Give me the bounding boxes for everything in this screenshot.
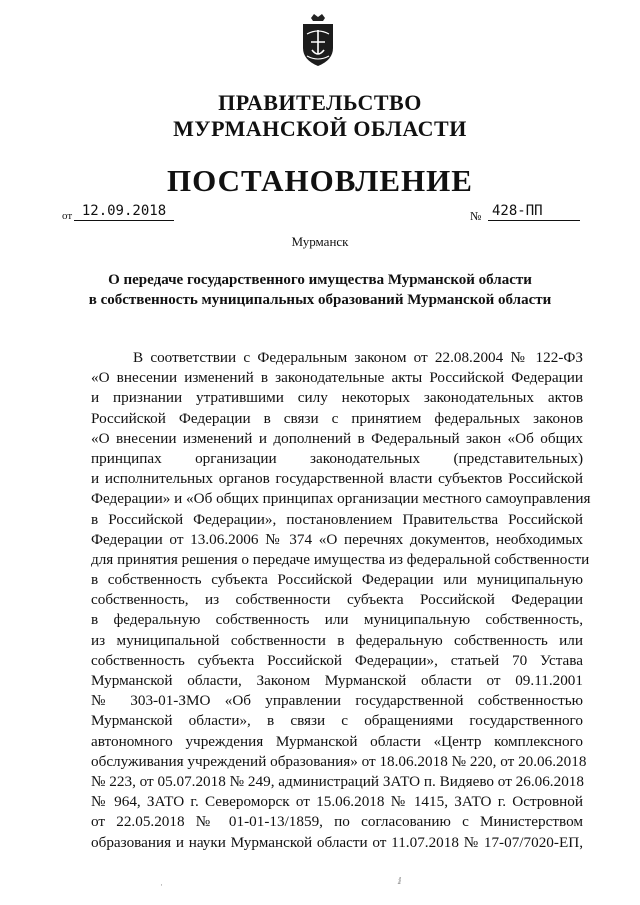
date-label: от [62, 210, 73, 222]
body-line: в федеральную собственность или муниципальную собственность, [91, 611, 583, 629]
body-line: от 22.05.2018 № 01-01-13/1859, по согласованию с Министерством [91, 813, 583, 831]
body-line: Мурманской области», в связи с обращениями государственного [91, 712, 583, 730]
body-line: в собственность субъекта Российской Федерации или муниципальную [91, 571, 583, 589]
body-line: принципах организации законодательных (представительных) [91, 449, 583, 467]
body-line: и признании утратившими силу некоторых законодательных актов [91, 389, 583, 407]
body-line: образования и науки Мурманской области от 11.07.2018 № 17-07/7020-ЕП, [91, 833, 583, 851]
scan-speck: ⅈ [398, 876, 402, 886]
body-line: и исполнительных органов государственной власти субъектов Российской [91, 470, 583, 488]
city-name: Мурманск [291, 234, 349, 249]
number-label: № [470, 209, 482, 223]
document-number: 428-ПП [492, 203, 543, 219]
subject-line: в собственность муниципальных образований Мурманской области [88, 292, 552, 308]
organization-name-line2: МУРМАНСКОЙ ОБЛАСТИ [173, 116, 467, 141]
body-line: Федерации» и «Об общих принципах организации местного самоуправления [91, 490, 591, 508]
body-line: В соответствии с Федеральным законом от 22.08.2004 № 122-ФЗ [133, 349, 583, 366]
body-line: собственность субъекта Российской Федерации», статьей 70 Устава [91, 651, 583, 669]
body-line: № 223, от 05.07.2018 № 249, администраций ЗАТО п. Видяево от 26.06.2018 [91, 772, 584, 790]
document-subject [0, 270, 640, 310]
body-line: из муниципальной собственности в федеральную собственность или [91, 631, 583, 649]
body-line: собственность, из собственности субъекта Российской Федерации [91, 591, 583, 609]
coat-of-arms-emblem [295, 12, 341, 68]
body-line: «О внесении изменений и дополнений в Федеральный закон «Об общих [91, 429, 583, 447]
body-line: Российской Федерации в связи с принятием федеральных законов [91, 409, 583, 427]
body-line: для принятия решения о передаче имущества из федеральной собственности [91, 550, 590, 568]
body-line: № 964, ЗАТО г. Североморск от 15.06.2018 № 1415, ЗАТО г. Островной [91, 793, 583, 811]
body-line: в Российской Федерации», постановлением Правительства Российской [91, 510, 583, 528]
document-body [91, 348, 591, 853]
body-line: «О внесении изменений в законодательные акты Российской Федерации [91, 369, 583, 387]
body-line: обслуживания учреждений образования» от 18.06.2018 № 220, от 20.06.2018 [91, 752, 587, 770]
body-line: № 303-01-ЗМО «Об управлении государственной собственностью [91, 692, 583, 710]
body-line: автономного учреждения Мурманской области «Центр комплексного [91, 732, 583, 750]
subject-line: О передаче государственного имущества Мурманской области [108, 272, 532, 288]
scan-speck: · [160, 880, 163, 890]
document-date: 12.09.2018 [74, 202, 174, 221]
body-line: Мурманской области, Законом Мурманской области от 09.11.2001 [91, 672, 583, 689]
organization-name-line1: ПРАВИТЕЛЬСТВО [218, 90, 422, 115]
document-type-title: ПОСТАНОВЛЕНИЕ [167, 163, 473, 198]
body-line: Федерации от 13.06.2006 № 374 «О перечнях документов, необходимых [91, 530, 583, 548]
document-number-field [488, 202, 580, 221]
